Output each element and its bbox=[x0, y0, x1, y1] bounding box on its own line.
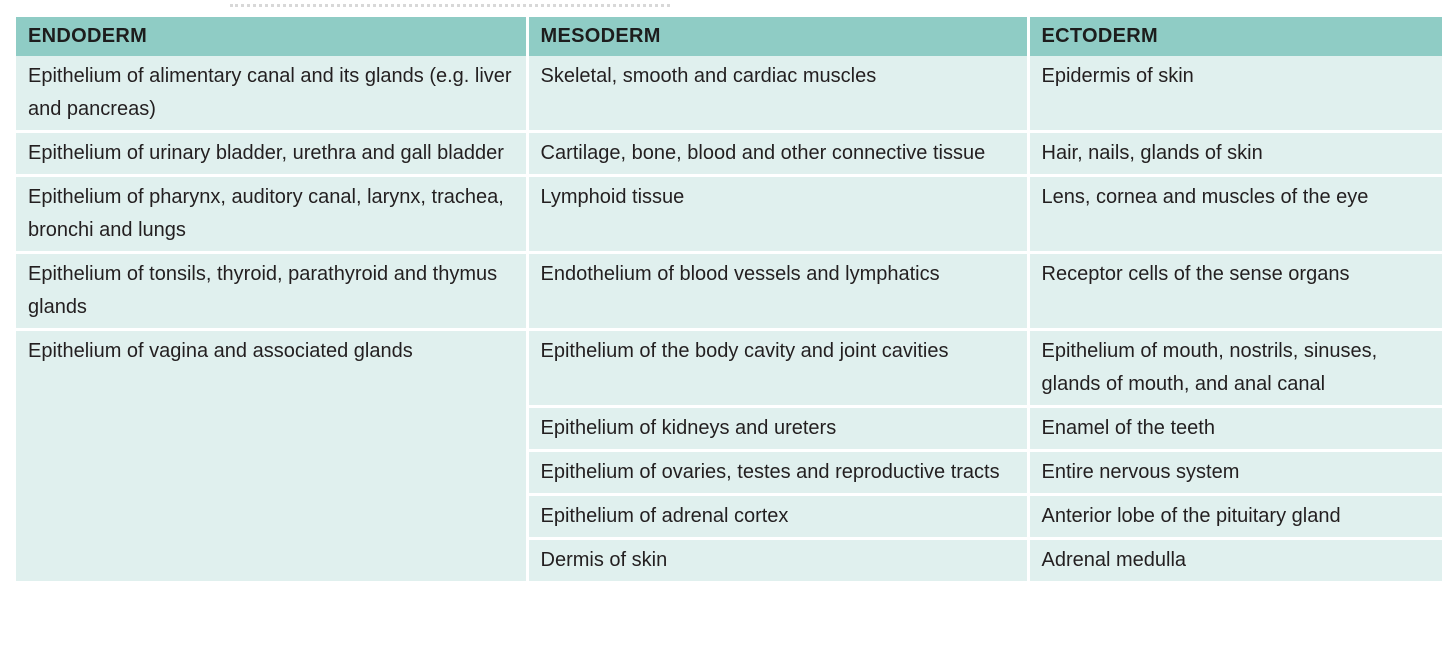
column-header-ectoderm: ECTODERM bbox=[1028, 17, 1442, 56]
mesoderm-cell: Endothelium of blood vessels and lymphatics bbox=[527, 253, 1028, 330]
mesoderm-cell: Epithelium of kidneys and ureters bbox=[527, 407, 1028, 451]
mesoderm-cell: Epithelium of ovaries, testes and reproductive tracts bbox=[527, 451, 1028, 495]
table-row bbox=[16, 253, 1442, 330]
endoderm-cell: Epithelium of alimentary canal and its glands (e.g. liver and pancreas) bbox=[16, 56, 527, 132]
table-row bbox=[16, 176, 1442, 253]
mesoderm-cell: Skeletal, smooth and cardiac muscles bbox=[527, 56, 1028, 132]
endoderm-cell: Epithelium of tonsils, thyroid, parathyroid and thymus glands bbox=[16, 253, 527, 330]
mesoderm-cell: Dermis of skin bbox=[527, 539, 1028, 583]
ectoderm-cell: Adrenal medulla bbox=[1028, 539, 1442, 583]
table-row bbox=[16, 132, 1442, 176]
ectoderm-cell: Hair, nails, glands of skin bbox=[1028, 132, 1442, 176]
endoderm-cell: Epithelium of pharynx, auditory canal, larynx, trachea, bronchi and lungs bbox=[16, 176, 527, 253]
ectoderm-cell: Receptor cells of the sense organs bbox=[1028, 253, 1442, 330]
column-header-mesoderm: MESODERM bbox=[527, 17, 1028, 56]
mesoderm-cell: Epithelium of the body cavity and joint cavities bbox=[527, 330, 1028, 407]
ectoderm-cell: Epithelium of mouth, nostrils, sinuses, glands of mouth, and anal canal bbox=[1028, 330, 1442, 407]
ectoderm-cell: Enamel of the teeth bbox=[1028, 407, 1442, 451]
ectoderm-cell: Anterior lobe of the pituitary gland bbox=[1028, 495, 1442, 539]
endoderm-cell: Epithelium of urinary bladder, urethra and gall bladder bbox=[16, 132, 527, 176]
germ-layer-derivatives-table bbox=[16, 17, 1442, 584]
mesoderm-cell: Epithelium of adrenal cortex bbox=[527, 495, 1028, 539]
cropped-caption-fragment bbox=[230, 0, 670, 7]
ectoderm-cell: Epidermis of skin bbox=[1028, 56, 1442, 132]
table-row bbox=[16, 56, 1442, 132]
table-row bbox=[16, 330, 1442, 407]
ectoderm-cell: Lens, cornea and muscles of the eye bbox=[1028, 176, 1442, 253]
ectoderm-cell: Entire nervous system bbox=[1028, 451, 1442, 495]
mesoderm-cell: Cartilage, bone, blood and other connective tissue bbox=[527, 132, 1028, 176]
column-header-endoderm: ENDODERM bbox=[16, 17, 527, 56]
cropped-caption-line bbox=[0, 0, 1456, 14]
endoderm-cell: Epithelium of vagina and associated glands bbox=[16, 330, 527, 583]
mesoderm-cell: Lymphoid tissue bbox=[527, 176, 1028, 253]
table-header-row bbox=[16, 17, 1442, 56]
